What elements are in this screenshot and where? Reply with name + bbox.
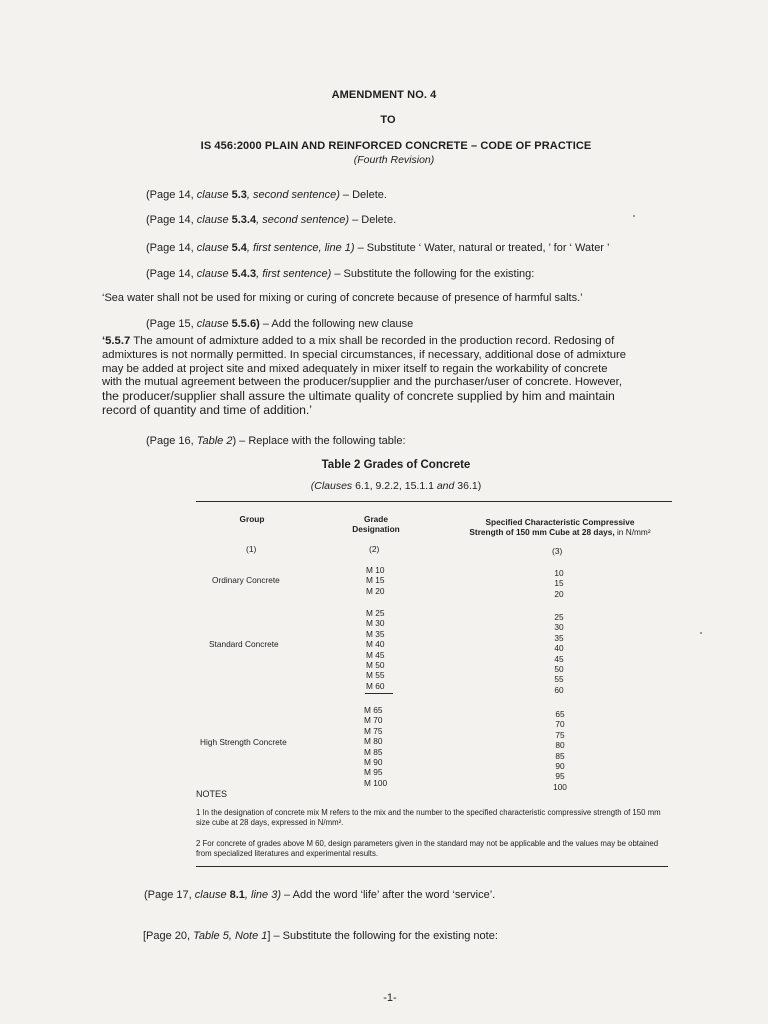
table-5-line: [Page 20, Table 5, Note 1] – Substitute the following for the existing note:	[143, 930, 498, 942]
scan-speck	[700, 632, 702, 634]
table-2-reference: (Page 16, Table 2) – Replace with the following table:	[146, 435, 406, 447]
grade-cell: M 50	[366, 660, 385, 671]
notes-heading: NOTES	[196, 789, 228, 799]
strength-cell: 70	[555, 719, 565, 730]
group-high-strength: High Strength Concrete	[200, 737, 287, 747]
header-strength: Specified Characteristic Compressive Strength of 150 mm Cube at 28 days, in N/mm²	[469, 517, 651, 537]
grade-cell: M 95	[364, 767, 383, 778]
clause-557-paragraph	[102, 335, 694, 418]
grade-cell: M 85	[364, 746, 383, 757]
table-title: Table 2 Grades of Concrete	[321, 459, 471, 471]
clause-557-line-1: ‘5.5.7 The amount of admixture added to a mix shall be recorded in the production record. Redosing of	[102, 335, 615, 347]
colnum-2: (2)	[369, 544, 380, 554]
strength-cell: 30	[554, 622, 564, 633]
amendment-to: TO	[380, 114, 396, 126]
strength-cell: 35	[554, 632, 564, 643]
amendment-line-1: (Page 14, clause 5.3, second sentence) – Delete.	[146, 189, 387, 201]
strength-cell: 90	[555, 761, 565, 772]
grade-cell: M 10	[366, 565, 385, 575]
clause-557-line-6: record of quantity and time of addition.’	[102, 402, 313, 417]
grade-cell: M 45	[366, 649, 385, 660]
grade-cell: M 80	[364, 736, 383, 747]
amendment-line-4: (Page 14, clause 5.4.3, first sentence) – Substitute the following for the existing:	[146, 268, 535, 280]
grade-cell: M 55	[366, 670, 385, 681]
strength-cell: 20	[554, 588, 564, 599]
grade-cell: M 25	[366, 608, 385, 618]
grade-cell: M 15	[366, 575, 385, 586]
scan-speck	[633, 215, 635, 217]
note-1: 1 In the designation of concrete mix M refers to the mix and the number to the specified characteristic compressive strength of 150 mm size cube at 28 days, expressed in N/mm².	[196, 808, 661, 827]
clause-81-line: (Page 17, clause 8.1, line 3) – Add the word ‘life’ after the word ‘service’.	[144, 889, 496, 901]
clause-557-line-2: admixtures is not normally permitted. In special circumstances, if necessary, additional dose of admixture	[102, 348, 627, 361]
strengths-standard	[552, 612, 566, 695]
grade-cell: M 70	[364, 715, 383, 726]
strength-cell: 100	[553, 781, 567, 792]
header-grade: Grade Designation	[352, 514, 400, 534]
clause-557-line-5: the producer/supplier shall assure the ultimate quality of concrete supplied by him and maintain	[102, 389, 615, 404]
clause-557-line-4: with the mutual agreement between the producer/supplier and the purchaser/user of concrete. However,	[102, 376, 622, 389]
sea-water-text: ‘Sea water shall not be used for mixing or curing of concrete because of presence of harmful salts.’	[102, 292, 583, 304]
group-ordinary: Ordinary Concrete	[212, 575, 280, 585]
grade-cell: M 75	[364, 725, 383, 736]
header-group: Group	[239, 514, 265, 524]
grade-cell: M 30	[366, 618, 385, 629]
table-clauses: (Clauses 6.1, 9.2.2, 15.1.1 and 36.1)	[310, 480, 482, 492]
strength-cell: 75	[555, 729, 565, 740]
colnum-1: (1)	[246, 544, 257, 554]
strengths-high-strength	[551, 709, 569, 792]
grades-ordinary	[366, 565, 384, 596]
strengths-ordinary	[552, 568, 566, 599]
strength-cell: 25	[554, 612, 564, 622]
grade-cell: M 65	[364, 705, 383, 715]
revision-subtitle: (Fourth Revision)	[353, 154, 435, 166]
page-number: -1-	[383, 992, 397, 1004]
strength-cell: 10	[554, 568, 564, 578]
grade-cell: M 35	[366, 628, 385, 639]
clause-556-line: (Page 15, clause 5.5.6) – Add the following new clause	[146, 318, 414, 330]
note-2: 2 For concrete of grades above M 60, design parameters given in the standard may not be applicable and the values may be obtained from specialized literatures and experimental results.	[196, 839, 659, 858]
amendment-title: AMENDMENT NO. 4	[331, 89, 437, 101]
grades-high-strength	[364, 705, 387, 788]
grade-cell: M 60	[366, 680, 385, 691]
grade-cell: M 90	[364, 757, 383, 768]
amendment-line-3: (Page 14, clause 5.4, first sentence, line 1) – Substitute ‘ Water, natural or treated, ’ for ‘ Water ’	[146, 242, 610, 254]
colnum-3: (3)	[552, 546, 563, 556]
strength-cell: 95	[555, 771, 565, 782]
table-bottom-rule	[196, 866, 668, 867]
strength-cell: 80	[555, 740, 565, 751]
strength-cell: 85	[555, 750, 565, 761]
strength-cell: 40	[554, 643, 564, 654]
grades-standard	[366, 608, 384, 691]
group-standard: Standard Concrete	[209, 639, 279, 649]
strength-cell: 65	[555, 709, 565, 719]
strength-cell: 60	[554, 684, 564, 695]
strength-cell: 50	[554, 664, 564, 675]
strength-cell: 45	[554, 653, 564, 664]
table-top-rule	[196, 501, 672, 502]
standard-title: IS 456:2000 PLAIN AND REINFORCED CONCRETE – CODE OF PRACTICE	[200, 140, 592, 152]
grade-cell: M 20	[366, 585, 385, 596]
grade-cell: M 40	[366, 639, 385, 650]
m60-underline	[365, 693, 393, 694]
amendment-line-2: (Page 14, clause 5.3.4, second sentence) – Delete.	[146, 214, 397, 226]
grade-cell: M 100	[364, 777, 388, 788]
clause-557-line-3: may be added at project site and mixed adequately in mixer itself to regain the workability of concrete	[102, 362, 608, 375]
strength-cell: 15	[554, 578, 564, 589]
strength-cell: 55	[554, 674, 564, 685]
